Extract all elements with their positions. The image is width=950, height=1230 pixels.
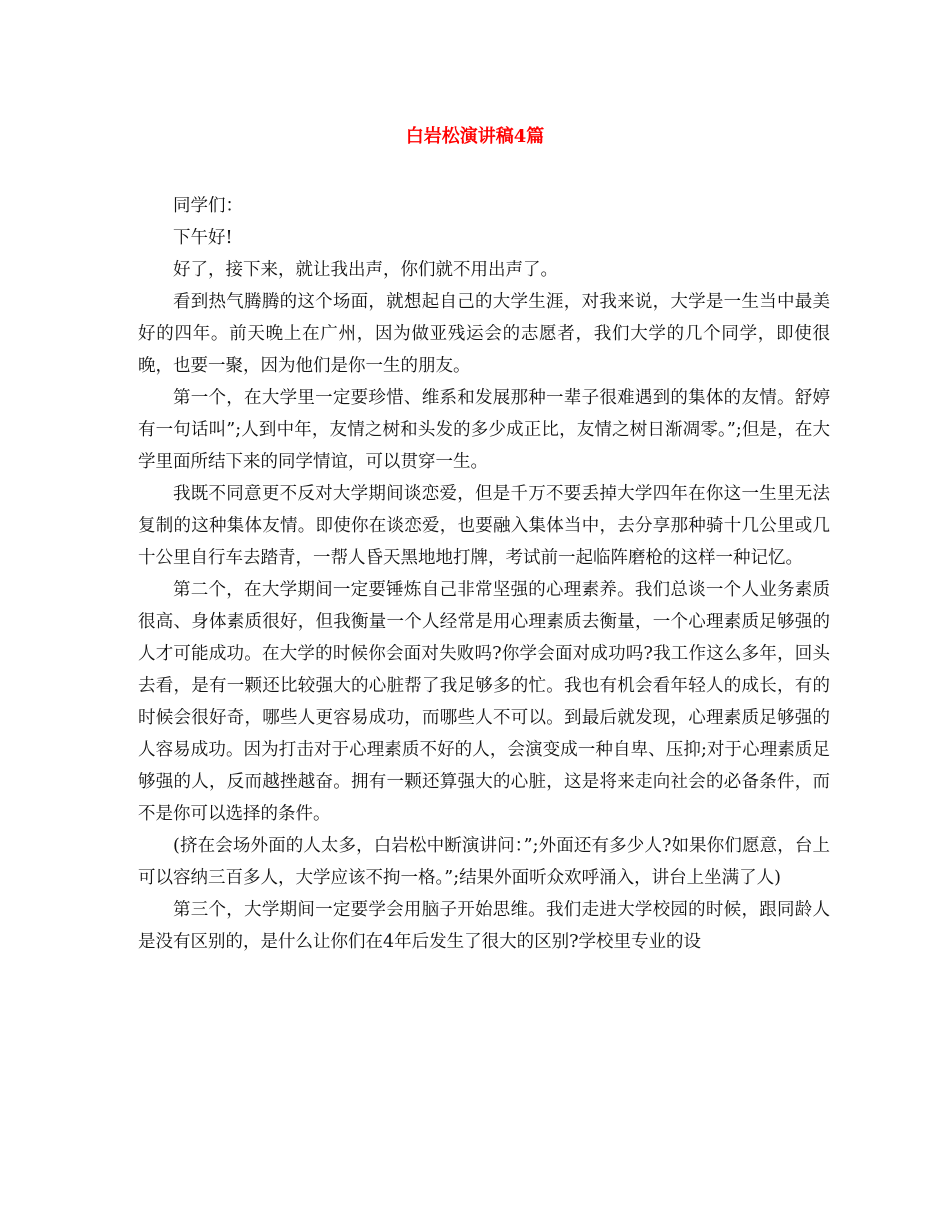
opening-paragraph: 好了，接下来，就让我出声，你们就不用出声了。 (173, 260, 558, 280)
document-body (138, 190, 830, 958)
aside-paragraph: (挤在会场外面的人太多，白岩松中断演讲问：”;外面还有多少人?如果你们愿意，台上可以容纳三百多人，大学应该不拘一格。”;结果外面听众欢呼涌入，讲台上坐满了人) (138, 836, 830, 888)
body-paragraph: 看到热气腾腾的这个场面，就想起自己的大学生涯，对我来说，大学是一生当中最美好的四年。前天晚上在广州，因为做亚残运会的志愿者，我们大学的几个同学，即使很晚，也要一聚，因为他们是你一生的朋友。 (138, 292, 830, 376)
body-paragraph: 第二个，在大学期间一定要锤炼自己非常坚强的心理素养。我们总谈一个人业务素质很高、身体素质很好，但我衡量一个人经常是用心理素质去衡量，一个心理素质足够强的人才可能成功。在大学的时候你会面对失败吗?你学会面对成功吗?我工作这么多年，回头去看，是有一颗还比较强大的心脏帮了我足够多的忙。我也有机会看年轻人的成长，有的时候会很好奇，哪些人更容易成功，而哪些人不可以。到最后就发现，心理素质足够强的人容易成功。因为打击对于心理素质不好的人，会演变成一种自卑、压抑;对于心理素质足够强的人，反而越挫越奋。拥有一颗还算强大的心脏，这是将来走向社会的必备条件，而不是你可以选择的条件。 (138, 580, 830, 824)
body-paragraph: 第三个，大学期间一定要学会用脑子开始思维。我们走进大学校园的时候，跟同龄人是没有区别的，是什么让你们在4年后发生了很大的区别?学校里专业的设 (138, 900, 830, 952)
body-paragraph: 我既不同意更不反对大学期间谈恋爱，但是千万不要丢掉大学四年在你这一生里无法复制的这种集体友情。即使你在谈恋爱，也要融入集体当中，去分享那种骑十几公里或几十公里自行车去踏青，一帮人昏天黑地地打牌，考试前一起临阵磨枪的这样一种记忆。 (138, 484, 830, 568)
document-title: 白岩松演讲稿4篇 (405, 126, 545, 147)
body-paragraph: 第一个，在大学里一定要珍惜、维系和发展那种一辈子很难遇到的集体的友情。舒婷有一句话叫”;人到中年，友情之树和头发的多少成正比，友情之树日渐凋零。”;但是，在大学里面所结下来的同学情谊，可以贯穿一生。 (138, 388, 830, 472)
salutation-paragraph: 下午好! (173, 228, 233, 248)
greeting-paragraph: 同学们： (173, 196, 243, 216)
